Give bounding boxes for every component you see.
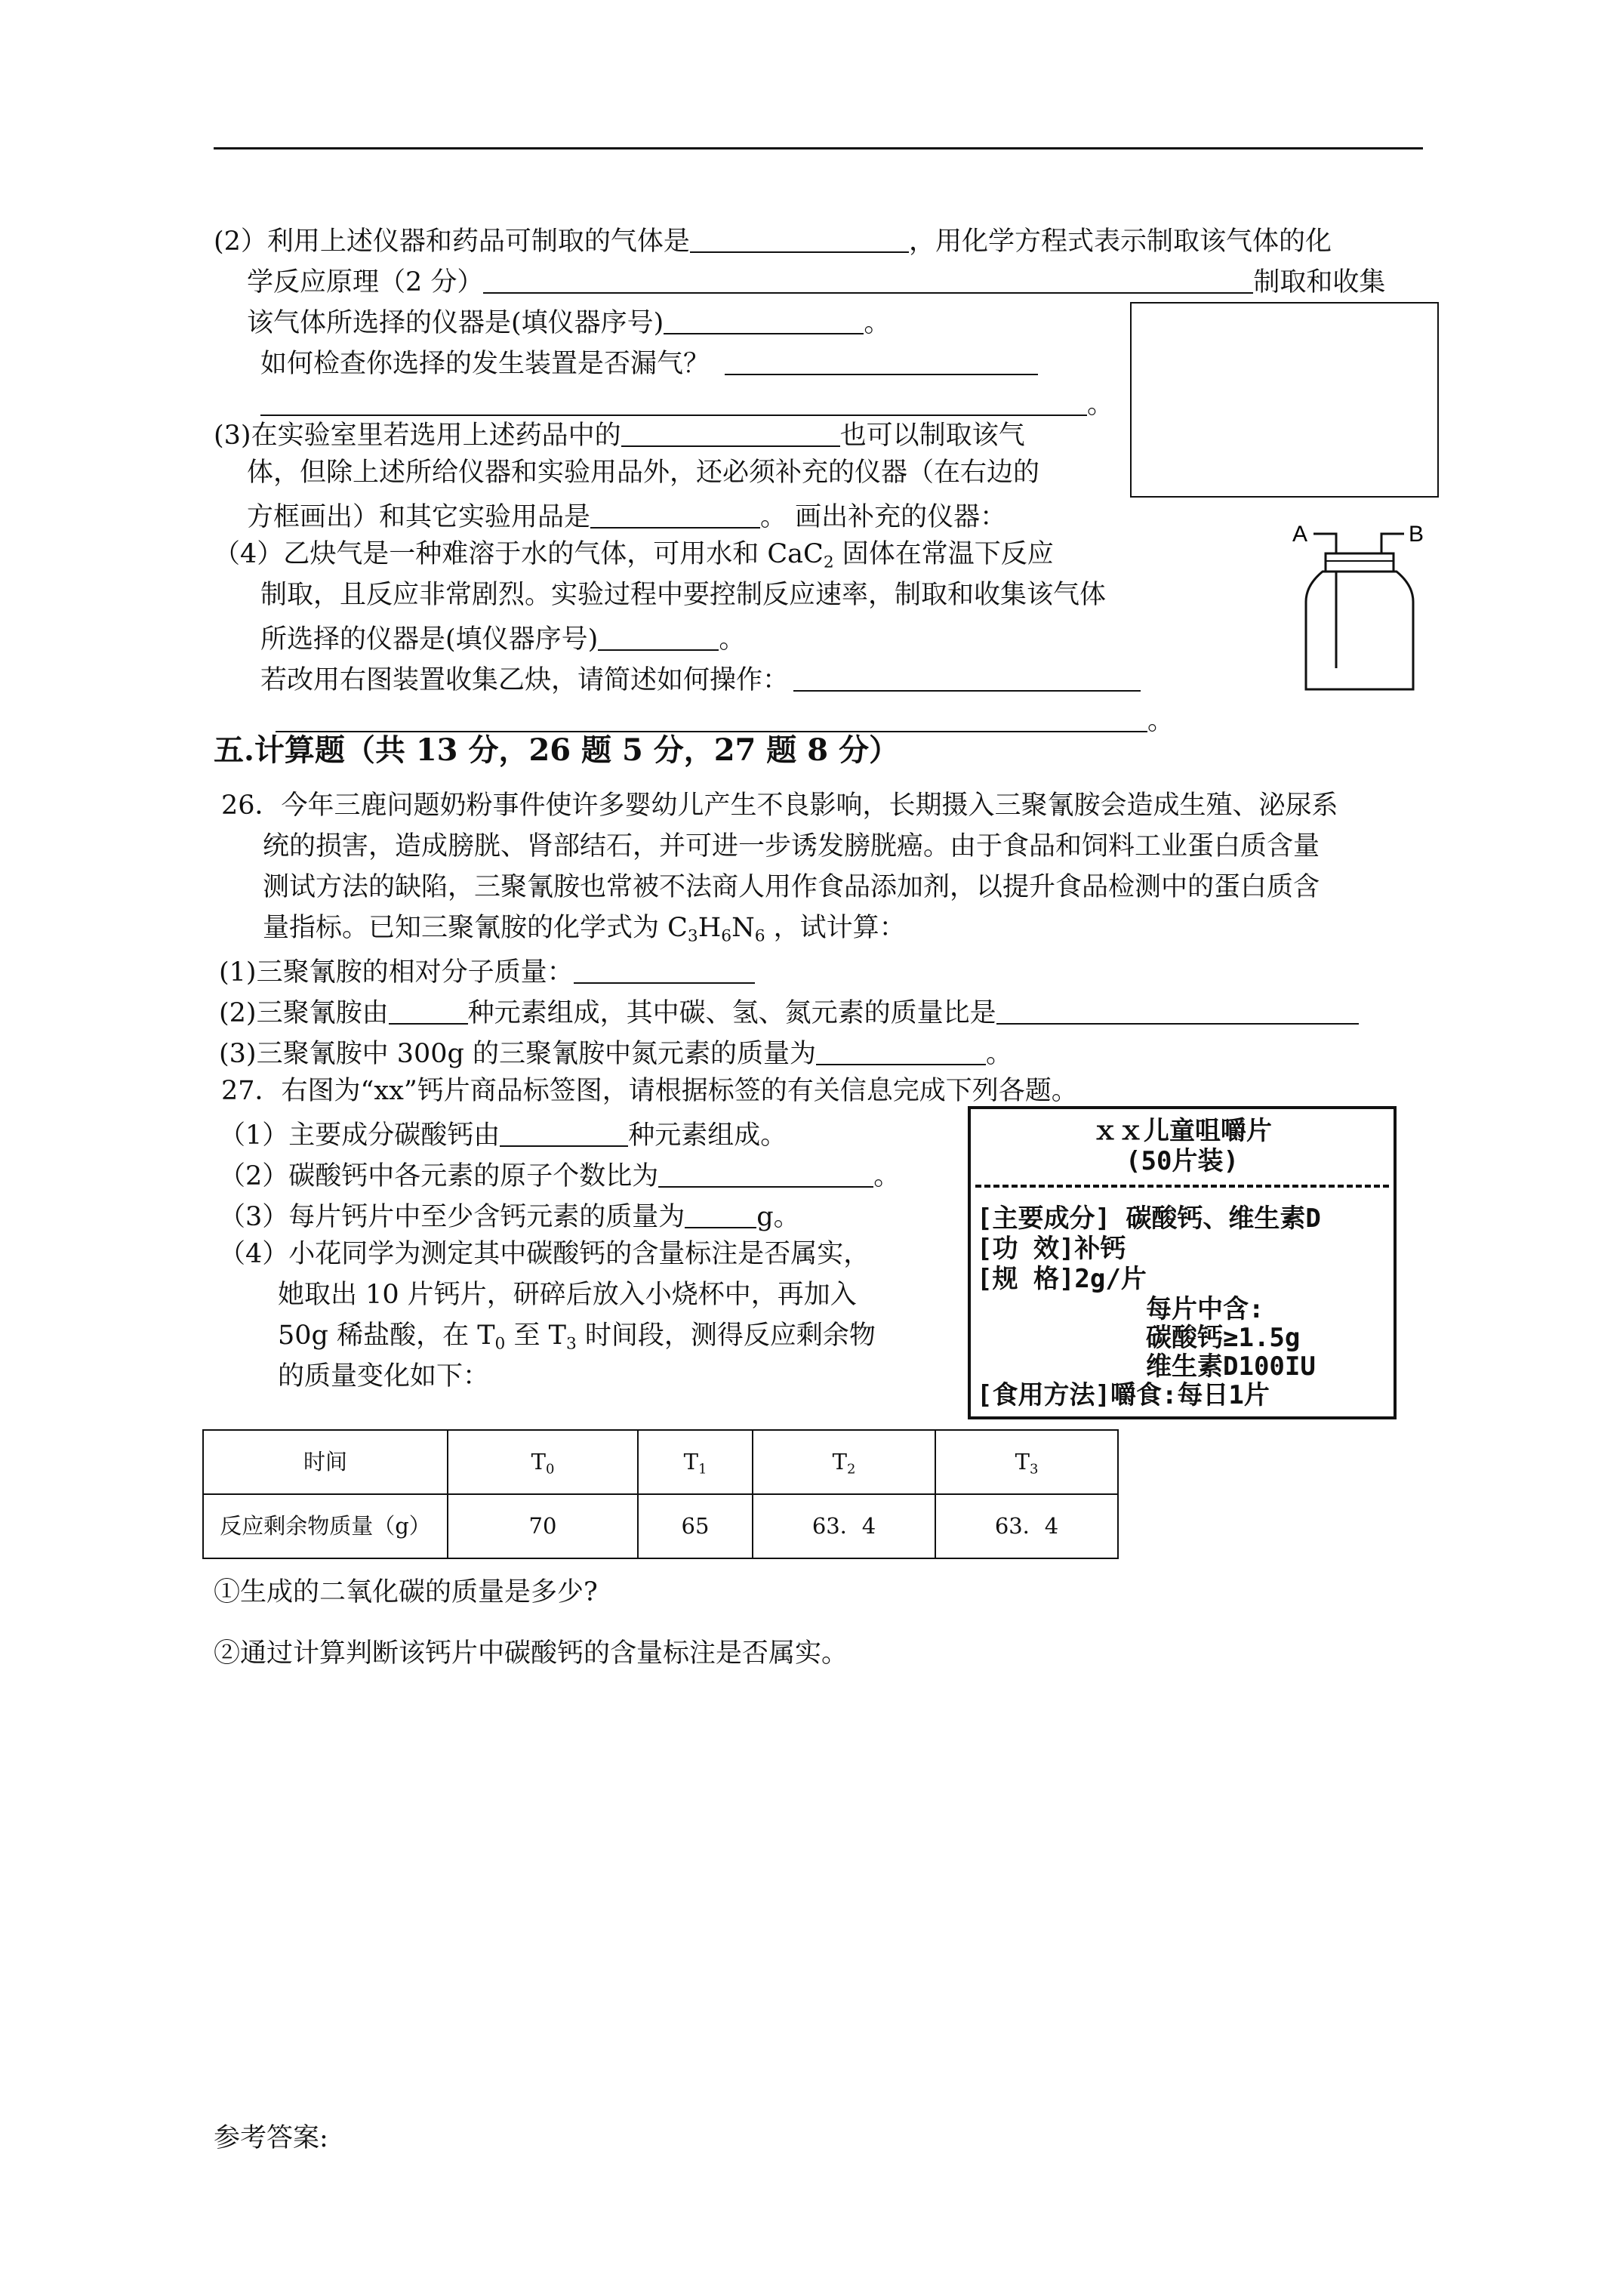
q26-intro-2: 统的损害，造成膀胱、肾部结石，并可进一步诱发膀胱癌。由于食品和饲料工业蛋白质含量	[263, 831, 1320, 861]
label-divider	[975, 1185, 1389, 1188]
answer-blank[interactable]	[725, 347, 1038, 375]
answers-label: 参考答案:	[214, 2123, 328, 2153]
q4-text-c: 制取，且反应非常剧烈。实验过程中要控制反应速率，制取和收集该气体	[260, 580, 1107, 610]
q27-part4-line2: 她取出 10 片钙片，研碎后放入小烧杯中，再加入	[278, 1280, 857, 1310]
q27-p4-text-a: 50g 稀盐酸，在 T	[278, 1321, 495, 1351]
answer-blank[interactable]	[621, 419, 840, 447]
table-header-cell	[753, 1430, 935, 1494]
product-label	[968, 1106, 1397, 1419]
label-title: ｘｘ儿童咀嚼片	[1092, 1116, 1272, 1146]
q4-text-a: （4）乙炔气是一种难溶于水的气体，可用水和 CaC	[214, 539, 824, 569]
q3-text-c: 体，但除上述所给仪器和实验用品外，还必须补充的仪器（在右边的	[247, 458, 1040, 488]
q27-p4-text-b: 至 T	[505, 1321, 566, 1351]
table-row	[203, 1494, 1118, 1558]
q26-intro-4	[263, 913, 906, 946]
q2-text-c: 学反应原理（2 分）	[247, 267, 484, 297]
q27-part4-line3	[278, 1321, 876, 1354]
formula-sub-c: 3	[687, 926, 698, 946]
section-heading: 五.计算题（共 13 分，26 题 5 分，27 题 8 分）	[214, 732, 899, 768]
answer-blank[interactable]	[483, 266, 1253, 294]
answer-blank[interactable]	[816, 1037, 986, 1065]
answer-blank[interactable]	[276, 704, 1147, 732]
q2-line1	[214, 225, 1332, 255]
formula-h: H	[698, 913, 722, 943]
q3-text-e: 。 画出补充的仪器：	[760, 501, 1007, 532]
bottle-label-b: B	[1409, 522, 1424, 547]
q27-p1-text-b: 种元素组成。	[628, 1120, 787, 1151]
label-row-spec	[977, 1266, 1147, 1292]
q26-part2	[219, 997, 1359, 1027]
label-value: 碳酸钙、维生素D	[1126, 1203, 1321, 1234]
table-cell: 70	[448, 1494, 638, 1558]
q27-part3	[219, 1200, 800, 1231]
q4-subscript: 2	[823, 553, 834, 572]
q26-part1	[219, 956, 755, 986]
table-header-cell	[638, 1430, 753, 1494]
answer-blank[interactable]	[500, 1119, 628, 1147]
answer-blank[interactable]	[598, 623, 719, 651]
q27-p3-text-b: g。	[756, 1201, 800, 1232]
bottle-label-a: A	[1292, 522, 1308, 547]
q2-line2	[247, 266, 1385, 296]
q2-text-e: 该气体所选择的仪器是(填仪器序号)	[247, 307, 664, 338]
table-row-label: 反应剩余物质量（g）	[203, 1494, 448, 1558]
label-subtitle: (50片装)	[1126, 1146, 1239, 1176]
q4-text-f: 若改用右图装置收集乙炔，请简述如何操作：	[260, 664, 790, 695]
q26-intro-1: 26．今年三鹿问题奶粉事件使许多婴幼儿产生不良影响，长期摄入三聚氰胺会造成生殖、泌尿系	[221, 791, 1338, 821]
q2-text-b: ，用化学方程式表示制取该气体的化	[908, 226, 1332, 257]
mass-table	[202, 1429, 1119, 1559]
q26-text-a: 量指标。已知三聚氰胺的化学式为 C	[263, 913, 688, 943]
drawing-box[interactable]	[1130, 302, 1439, 498]
answer-blank[interactable]	[260, 388, 1087, 416]
label-row-vitamin: 维生素D100IU	[1146, 1351, 1316, 1382]
answer-blank[interactable]	[590, 501, 760, 529]
q27-p2-text-a: （2）碳酸钙中各元素的原子个数比为	[219, 1160, 659, 1191]
q27-p4-text-c: 时间段，测得反应剩余物	[576, 1321, 876, 1351]
q27-p4-sub-0: 0	[494, 1334, 506, 1354]
label-key: [主要成分]	[977, 1203, 1110, 1234]
time-label: T	[683, 1449, 698, 1475]
q27-part4-line1: （4）小花同学为测定其中碳酸钙的含量标注是否属实，	[219, 1239, 870, 1269]
answer-blank[interactable]	[996, 997, 1359, 1025]
label-row-per-tablet: 每片中含:	[1146, 1294, 1264, 1324]
formula-sub-h: 6	[721, 926, 732, 946]
label-row-calcium: 碳酸钙≥1.5g	[1146, 1323, 1301, 1353]
q27-p2-text-b: 。	[873, 1160, 901, 1191]
formula-n: N	[731, 913, 755, 943]
answer-blank[interactable]	[574, 956, 755, 984]
q3-text-d: 方框画出）和其它实验用品是	[247, 501, 591, 532]
q2-text-h: 。	[1087, 389, 1114, 420]
q4-text-d: 所选择的仪器是(填仪器序号)	[260, 624, 599, 655]
q4-line4	[260, 664, 1141, 694]
label-value: 补钙	[1074, 1234, 1126, 1264]
q2-line4	[260, 347, 1038, 378]
answer-blank[interactable]	[690, 225, 909, 253]
time-label: T	[1015, 1449, 1030, 1475]
label-row-usage	[977, 1382, 1270, 1408]
label-key: [食用方法]	[977, 1380, 1110, 1410]
table-header-cell	[448, 1430, 638, 1494]
q27-p1-text-a: （1）主要成分碳酸钙由	[219, 1120, 500, 1151]
table-cell: 63．4	[753, 1494, 935, 1558]
q4-text-b: 固体在常温下反应	[833, 539, 1054, 569]
answer-blank[interactable]	[389, 997, 468, 1025]
time-sub: 2	[846, 1461, 856, 1478]
q27-sub2: ②通过计算判断该钙片中碳酸钙的含量标注是否属实。	[214, 1638, 848, 1669]
q26-p2-text-b: 种元素组成，其中碳、氢、氮元素的质量比是	[467, 997, 996, 1028]
label-value: 2g/片	[1074, 1264, 1147, 1294]
q2-text-d: 制取和收集	[1253, 267, 1386, 297]
answer-blank[interactable]	[658, 1160, 873, 1188]
label-key: [功 效]	[977, 1234, 1075, 1264]
q4-text-e: 。	[719, 624, 746, 655]
q3-text-a: (3)在实验室里若选用上述药品中的	[214, 420, 621, 451]
q26-intro-3: 测试方法的缺陷，三聚氰胺也常被不法商人用作食品添加剂，以提升食品检测中的蛋白质含	[263, 872, 1320, 902]
q26-part3	[219, 1037, 1012, 1068]
header-rule	[214, 147, 1423, 149]
answer-blank[interactable]	[793, 664, 1141, 692]
q27-part2	[219, 1160, 900, 1190]
label-value: 嚼食:每日1片	[1110, 1380, 1270, 1410]
table-header-cell: 时间	[203, 1430, 448, 1494]
q26-p1-text: (1)三聚氰胺的相对分子质量：	[219, 957, 574, 988]
label-row-effect	[977, 1236, 1126, 1262]
q4-line3	[260, 623, 745, 653]
q3-line2	[247, 460, 1039, 486]
gas-bottle-icon	[1283, 517, 1434, 698]
time-sub: 3	[1029, 1461, 1039, 1478]
q4-line1	[214, 539, 1054, 572]
q4-line5	[276, 704, 1174, 735]
q27-sub1: ①生成的二氧化碳的质量是多少?	[214, 1577, 598, 1607]
q3-line3	[247, 501, 1006, 531]
q3-line1	[214, 419, 1025, 449]
q26-p2-text-a: (2)三聚氰胺由	[219, 997, 389, 1028]
table-cell: 63．4	[935, 1494, 1118, 1558]
q27-p3-text-a: （3）每片钙片中至少含钙元素的质量为	[219, 1201, 685, 1232]
q2-text-g: 如何检查你选择的发生装置是否漏气？	[260, 348, 710, 379]
time-label: T	[832, 1449, 847, 1475]
q2-text-f: 。	[864, 307, 891, 338]
q3-text-b: 也可以制取该气	[839, 420, 1025, 451]
q26-text-b: ，试计算：	[765, 913, 906, 943]
time-label: T	[531, 1449, 546, 1475]
time-sub: 1	[698, 1461, 707, 1478]
q2-line3	[247, 307, 890, 337]
q27-intro: 27．右图为“xx”钙片商品标签图，请根据标签的有关信息完成下列各题。	[221, 1076, 1078, 1106]
answer-blank[interactable]	[664, 307, 864, 334]
table-cell: 65	[638, 1494, 753, 1558]
q4-text-g: 。	[1147, 705, 1175, 736]
formula-sub-n: 6	[754, 926, 765, 946]
q26-p3-text-b: 。	[986, 1038, 1013, 1069]
q27-part1	[219, 1119, 787, 1149]
table-row	[203, 1430, 1118, 1494]
label-row-ingredients	[977, 1203, 1321, 1234]
q2-text-a: (2）利用上述仪器和药品可制取的气体是	[214, 226, 690, 257]
time-sub: 0	[545, 1461, 555, 1478]
q27-part4-line4: 的质量变化如下：	[278, 1361, 490, 1391]
q4-line2	[260, 582, 1106, 609]
label-key: [规 格]	[977, 1264, 1075, 1294]
answer-blank[interactable]	[685, 1200, 756, 1228]
q2-line5	[260, 388, 1113, 418]
q26-p3-text-a: (3)三聚氰胺中 300g 的三聚氰胺中氮元素的质量为	[219, 1038, 817, 1069]
q27-p4-sub-3: 3	[565, 1334, 577, 1354]
table-header-cell	[935, 1430, 1118, 1494]
